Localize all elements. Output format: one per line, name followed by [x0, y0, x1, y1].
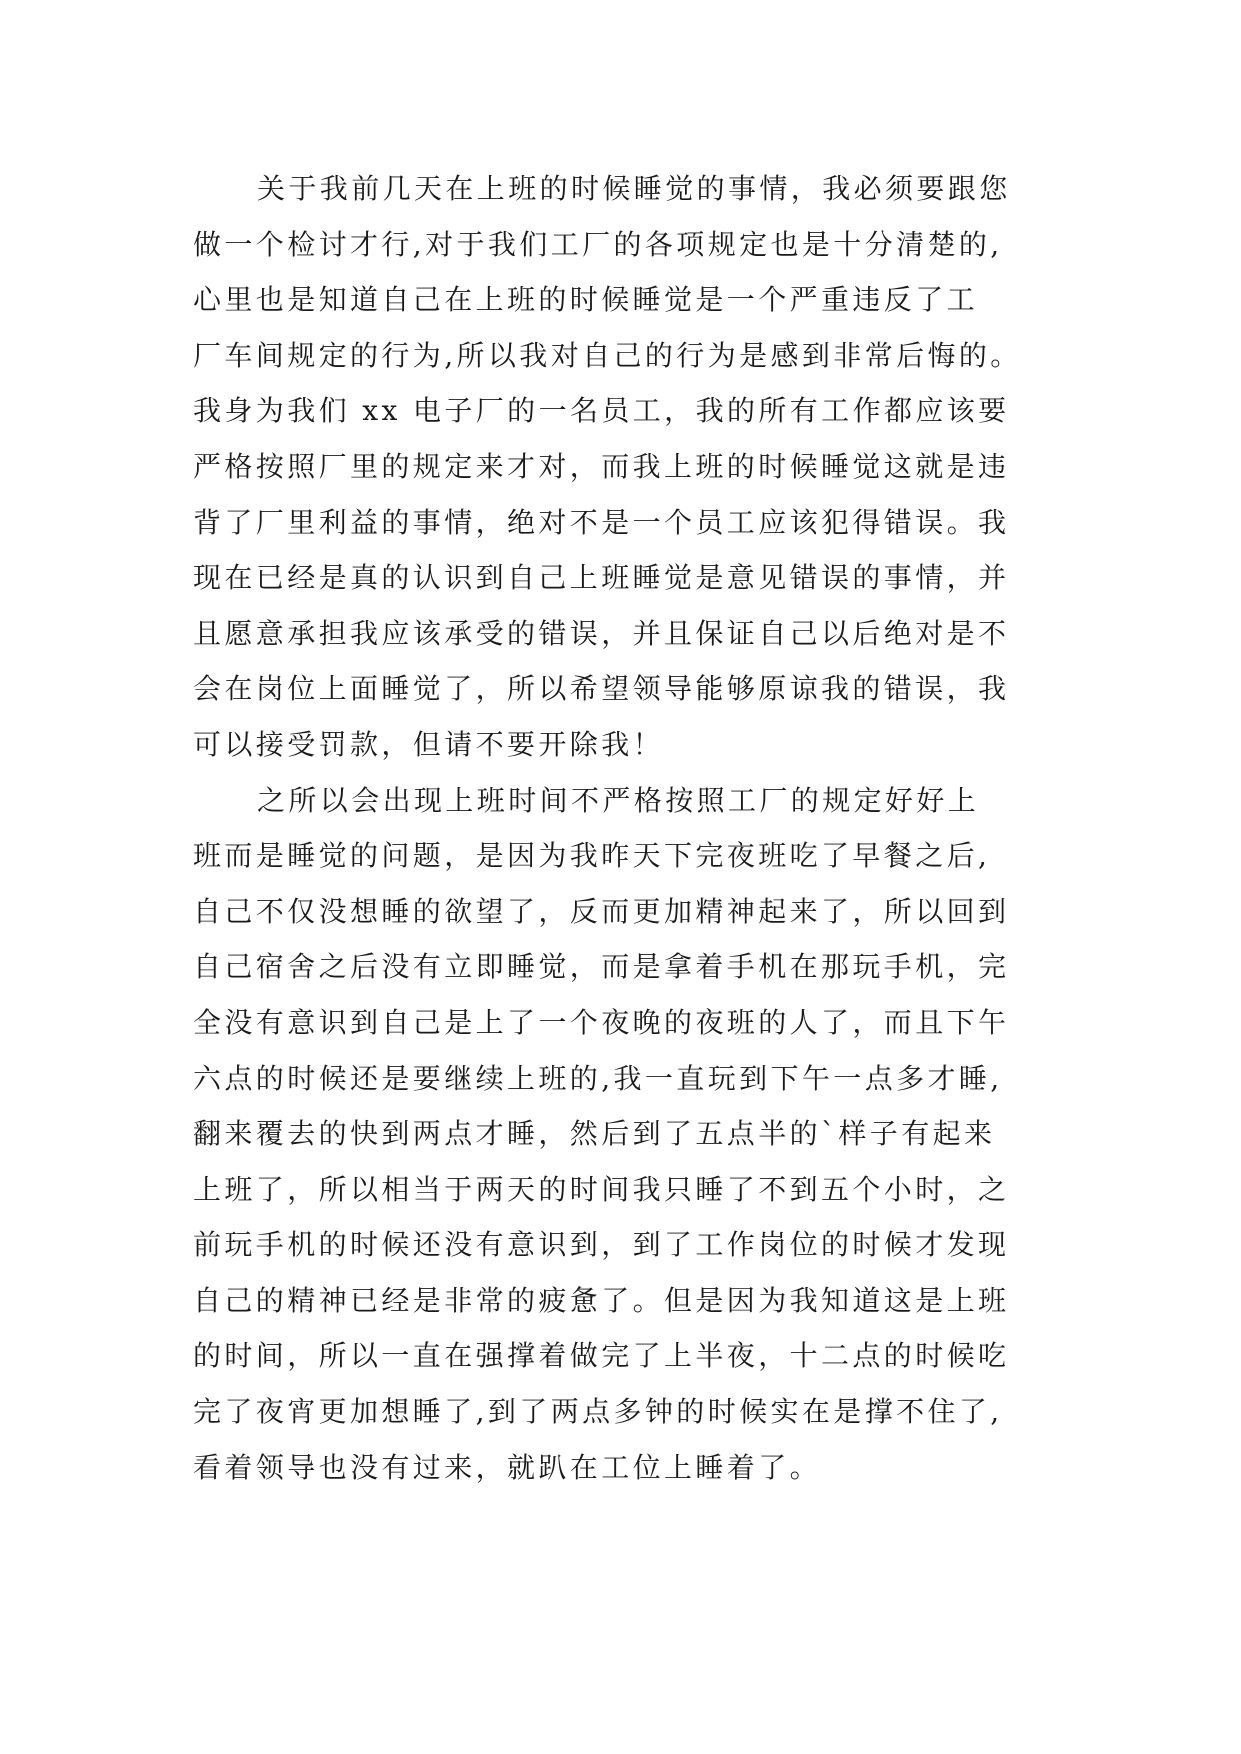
paragraph-2-line-10: 自己的精神已经是非常的疲惫了。但是因为我知道这是上班 [193, 1283, 1010, 1317]
paragraph-1-line-6: 严格按照厂里的规定来才对，而我上班的时候睡觉这就是违 [193, 449, 1010, 483]
paragraph-1-line-5: 我身为我们 xx 电子厂的一名员工，我的所有工作都应该要 [193, 394, 1010, 428]
paragraph-2-line-5: 全没有意识到自己是上了一个夜晚的夜班的人了，而且下午 [193, 1005, 1010, 1039]
paragraph-2-line-12: 完了夜宵更加想睡了,到了两点多钟的时候实在是撑不住了, [193, 1395, 1003, 1429]
paragraph-2-line-1: 之所以会出现上班时间不严格按照工厂的规定好好上 [257, 783, 980, 817]
paragraph-2-line-11: 的时间，所以一直在强撑着做完了上半夜，十二点的时候吃 [193, 1339, 1010, 1373]
paragraph-2-line-8: 上班了，所以相当于两天的时间我只睡了不到五个小时，之 [193, 1172, 1010, 1206]
paragraph-1-line-4: 厂车间规定的行为,所以我对自己的行为是感到非常后悔的。 [193, 338, 1022, 372]
paragraph-1-line-11: 可以接受罚款，但请不要开除我！ [193, 727, 665, 761]
paragraph-2-line-3: 自己不仅没想睡的欲望了，反而更加精神起来了，所以回到 [193, 894, 1010, 928]
paragraph-1-line-2: 做一个检讨才行,对于我们工厂的各项规定也是十分清楚的, [193, 227, 1003, 261]
paragraph-2-line-7: 翻来覆去的快到两点才睡，然后到了五点半的`样子有起来 [193, 1117, 996, 1151]
paragraph-1-line-3: 心里也是知道自己在上班的时候睡觉是一个严重违反了工 [193, 283, 979, 317]
paragraph-2-line-6: 六点的时候还是要继续上班的,我一直玩到下午一点多才睡, [193, 1061, 1003, 1095]
paragraph-1-line-7: 背了厂里利益的事情，绝对不是一个员工应该犯得错误。我 [193, 505, 1010, 539]
paragraph-2-line-4: 自己宿舍之后没有立即睡觉，而是拿着手机在那玩手机，完 [193, 950, 1010, 984]
paragraph-1-line-10: 会在岗位上面睡觉了，所以希望领导能够原谅我的错误，我 [193, 672, 1010, 706]
paragraph-1-line-1: 关于我前几天在上班的时候睡觉的事情，我必须要跟您 [257, 172, 1011, 205]
document-body [193, 161, 1073, 1495]
paragraph-2-line-2: 班而是睡觉的问题，是因为我昨天下完夜班吃了早餐之后, [193, 839, 991, 873]
paragraph-2-line-9: 前玩手机的时候还没有意识到，到了工作岗位的时候才发现 [193, 1228, 1010, 1262]
paragraph-1-line-8: 现在已经是真的认识到自己上班睡觉是意见错误的事情，并 [193, 561, 1010, 595]
paragraph-2-line-13: 看着领导也没有过来，就趴在工位上睡着了。 [193, 1450, 822, 1484]
paragraph-1-line-9: 且愿意承担我应该承受的错误，并且保证自己以后绝对是不 [193, 616, 1010, 650]
